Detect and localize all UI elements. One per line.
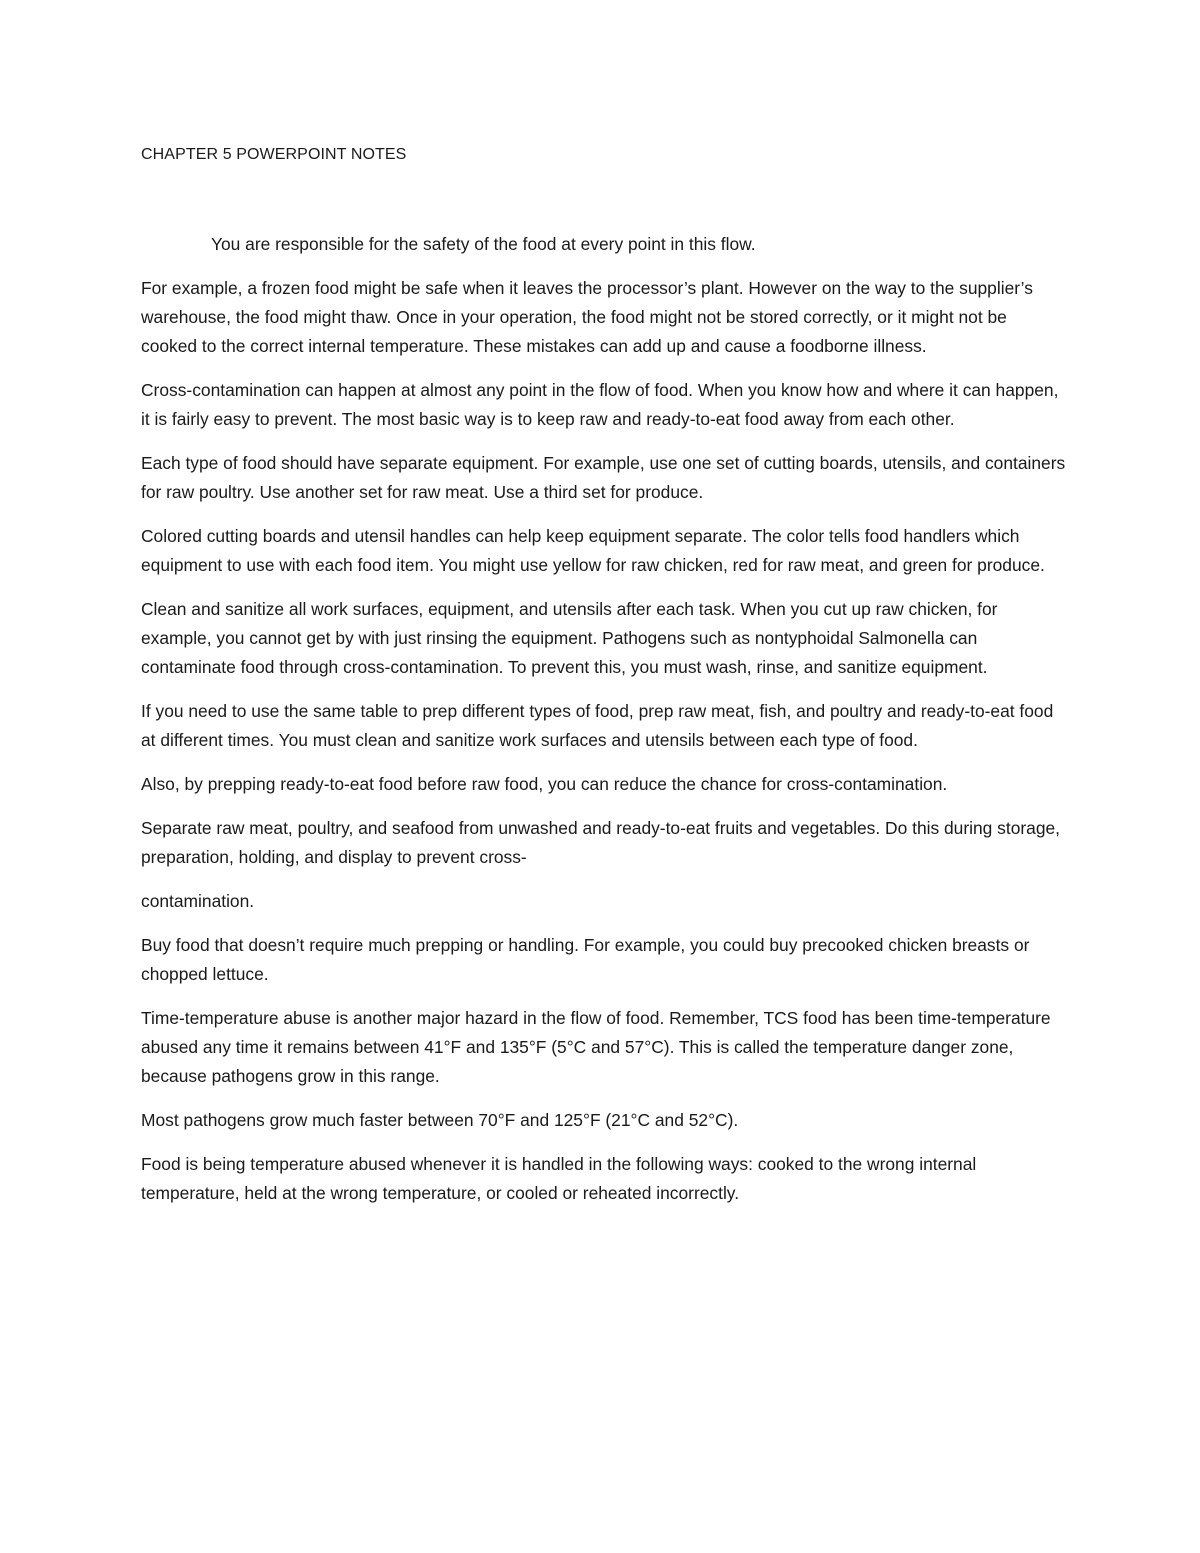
paragraph-12: Time-temperature abuse is another major hazard in the flow of food. Remember, TCS food has been time-temperature abused any time it remains between 41°F and 135°F (5°C and 57°C). This is called the temperature danger zone, because pathogens grow in this range.: [141, 1008, 1051, 1086]
paragraph-5: Colored cutting boards and utensil handles can help keep equipment separate. The color tells food handlers which equipment to use with each food item. You might use yellow for raw chicken, red for raw meat, and green for produce.: [141, 526, 1045, 575]
document-body: [141, 140, 1066, 1223]
paragraph-9: Separate raw meat, poultry, and seafood from unwashed and ready-to-eat fruits and vegetables. Do this during storage, preparation, holding, and display to prevent cross-: [141, 818, 1061, 867]
paragraph-4: Each type of food should have separate equipment. For example, use one set of cutting boards, utensils, and containers for raw poultry. Use another set for raw meat. Use a third set for produce.: [141, 453, 1066, 502]
paragraph-10: contamination.: [141, 891, 255, 911]
paragraph-7: If you need to use the same table to prep different types of food, prep raw meat, fish, and poultry and ready-to-eat food at different times. You must clean and sanitize work surfaces and utensils between each type of food.: [141, 701, 1054, 750]
paragraph-11: Buy food that doesn’t require much prepping or handling. For example, you could buy precooked chicken breasts or chopped lettuce.: [141, 935, 1030, 984]
paragraph-6: Clean and sanitize all work surfaces, equipment, and utensils after each task. When you cut up raw chicken, for example, you cannot get by with just rinsing the equipment. Pathogens such as nontyphoidal Salmonella can contaminate food through cross-contamination. To prevent this, you must wash, rinse, and sanitize equipment.: [141, 599, 998, 677]
paragraph-2: For example, a frozen food might be safe when it leaves the processor’s plant. However on the way to the supplier’s warehouse, the food might thaw. Once in your operation, the food might not be stored correctly, or it might not be cooked to the correct internal temperature. These mistakes can add up and cause a foodborne illness.: [141, 278, 1033, 356]
document-title: CHAPTER 5 POWERPOINT NOTES: [141, 146, 407, 163]
paragraph-1: You are responsible for the safety of the food at every point in this flow.: [211, 234, 756, 254]
paragraph-8: Also, by prepping ready-to-eat food before raw food, you can reduce the chance for cross-contamination.: [141, 774, 948, 794]
paragraph-3: Cross-contamination can happen at almost any point in the flow of food. When you know how and where it can happen, it is fairly easy to prevent. The most basic way is to keep raw and ready-to-eat food away from each other.: [141, 380, 1059, 429]
paragraph-13: Most pathogens grow much faster between 70°F and 125°F (21°C and 52°C).: [141, 1110, 739, 1130]
paragraph-14: Food is being temperature abused whenever it is handled in the following ways: cooked to the wrong internal temperature, held at the wrong temperature, or cooled or reheated incorrectly.: [141, 1154, 977, 1203]
